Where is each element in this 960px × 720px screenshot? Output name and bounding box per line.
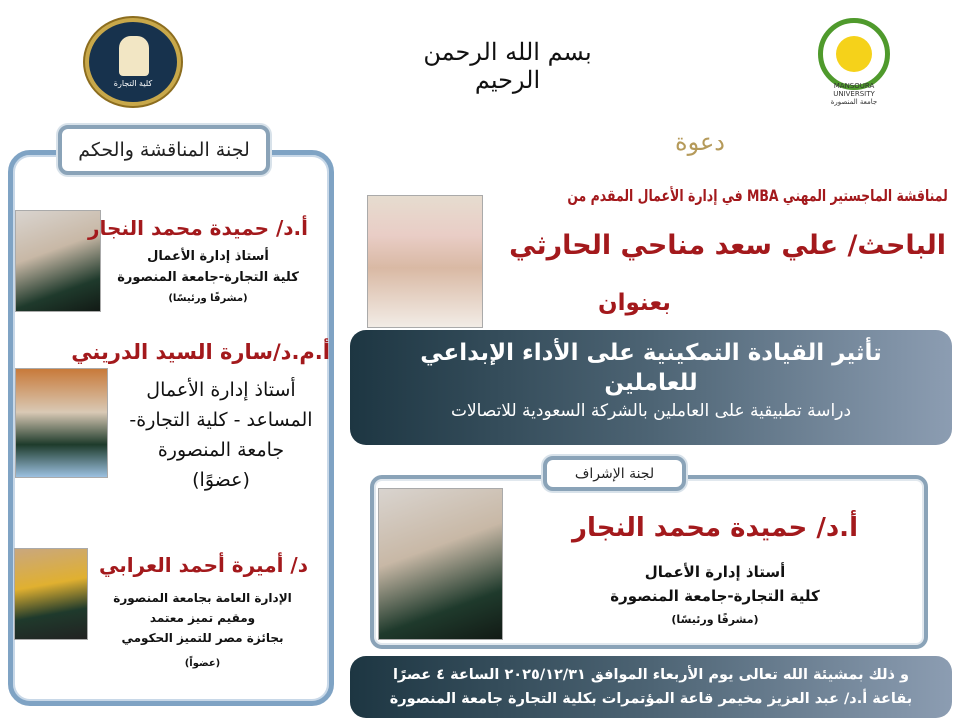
- thesis-title-banner: [350, 330, 952, 445]
- supervision-title: لجنة الإشراف: [543, 456, 686, 491]
- logo-text: كلية التجارة: [113, 79, 153, 88]
- basmala: بسم الله الرحمن الرحيم: [423, 38, 592, 94]
- logo-emblem-icon: [119, 36, 149, 76]
- member-title: الإدارة العامة بجامعة المنصورة: [113, 591, 292, 605]
- event-location: بقاعة أ.د/ عبد العزيز مخيمر قاعة المؤتمرات بكلية التجارة جامعة المنصورة: [389, 691, 913, 707]
- thesis-subtitle: دراسة تطبيقية على العاملين بالشركة السعودية للاتصالات: [450, 401, 852, 421]
- member-details: [95, 588, 310, 674]
- event-details-banner: [350, 656, 952, 718]
- member-affiliation: بجائزة مصر للتميز الحكومي: [121, 631, 284, 645]
- supervisor-title: أستاذ إدارة الأعمال: [644, 563, 786, 581]
- mansoura-university-logo: [812, 14, 896, 106]
- member-title: أستاذ إدارة الأعمال: [146, 379, 296, 401]
- invitation-intro: لمناقشة الماجستير المهني MBA في إدارة الأعمال المقدم من: [567, 186, 948, 205]
- supervisor-role: (مشرفًا ورئيسًا): [671, 613, 759, 626]
- member-name: أ.د/ حميدة محمد النجار: [88, 216, 308, 240]
- member-title: أستاذ إدارة الأعمال: [147, 249, 269, 264]
- logo-text: [812, 82, 896, 106]
- title-label: بعنوان: [598, 290, 671, 316]
- logo-subtext: MANSOURA UNIVERSITY: [833, 82, 875, 98]
- member-affiliation: كلية التجارة-جامعة المنصورة: [117, 270, 299, 285]
- researcher-name: الباحث/ علي سعد مناحي الحارثي: [509, 230, 946, 261]
- researcher-photo: [367, 195, 483, 328]
- logo-arabic-text: جامعة المنصورة: [830, 98, 878, 106]
- faculty-of-commerce-logo: [85, 18, 181, 106]
- member-role: (عضوًا): [192, 469, 250, 491]
- member-name: أ.م.د/سارة السيد الدريني: [71, 340, 330, 364]
- sun-emblem-icon: [836, 36, 872, 72]
- member-role: (عضواً): [184, 658, 221, 669]
- committee-title: لجنة المناقشة والحكم: [58, 125, 270, 175]
- member-affiliation: جامعة المنصورة: [157, 439, 285, 461]
- member-details: [110, 375, 332, 495]
- member-role: (مشرفًا ورئيسًا): [168, 293, 248, 304]
- member-photo: [14, 548, 88, 640]
- supervisor-affiliation: كلية التجارة-جامعة المنصورة: [610, 587, 820, 605]
- thesis-title-cont: للعاملين: [604, 370, 698, 396]
- member-affiliation: المساعد - كلية التجارة-: [129, 409, 313, 431]
- supervisor-name: أ.د/ حميدة محمد النجار: [572, 513, 858, 543]
- member-name: د/ أميرة أحمد العرابي: [98, 553, 308, 577]
- supervisor-details: [510, 560, 920, 632]
- invitation-heading: دعوة: [675, 128, 725, 156]
- member-photo: [15, 368, 108, 478]
- event-date-time: و ذلك بمشيئة الله تعالى يوم الأربعاء الموافق ٢٠٢٥/١٢/٣١ الساعة ٤ عصرًا: [392, 667, 910, 683]
- thesis-title: تأثير القيادة التمكينية على الأداء الإبداعي: [420, 340, 882, 366]
- member-details: [108, 246, 308, 309]
- member-affiliation: ومقيم تميز معتمد: [149, 611, 256, 625]
- supervisor-photo: [378, 488, 503, 640]
